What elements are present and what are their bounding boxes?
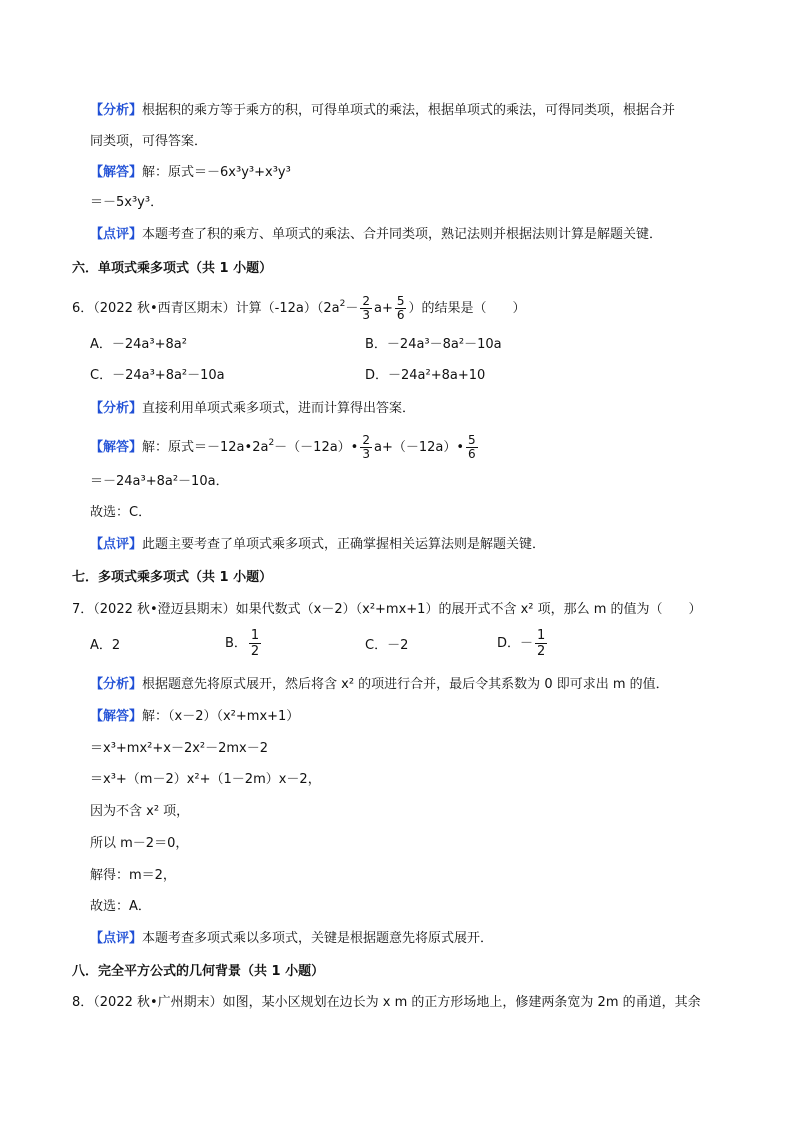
answer-tag: 【解答】 (90, 440, 143, 455)
answer-6-fraction-2: $\frac{5}{6}$ (468, 433, 476, 461)
review-text: 本题考查了积的乘方、单项式的乘法、合并同类项，熟记法则并根据法则计算是解题关键． (142, 227, 663, 242)
question-7: 7．（2022 秋•澄迈县期末）如果代数式（x－2）（x²+mx+1）的展开式不含 x² 项，那么 m 的值为（ ） (72, 602, 702, 617)
review-text: 本题考查多项式乘以多项式，关键是根据题意先将原式展开． (142, 931, 494, 946)
option-7b: B． $\frac{1}{2}$ (225, 628, 260, 659)
option-7b-fraction: $\frac{1}{2}$ (250, 628, 260, 659)
q7-answer-line3: ＝x³+（m－2）x²+（1－2m）x－2， (90, 772, 321, 787)
p5-analysis-line2: 同类项，可得答案． (90, 134, 208, 149)
question-6-suffix: ）的结果是（ ） (408, 301, 526, 316)
section-heading-8: 八．完全平方公式的几何背景（共 1 小题） (72, 964, 325, 979)
q7-choice: 故选：A． (90, 899, 151, 914)
question-8: 8．（2022 秋•广州期末）如图，某小区规划在边长为 x m 的正方形场地上，修建两条宽为 2m 的甬道，其余 (72, 995, 701, 1010)
q7-answer-line5: 所以 m－2＝0， (90, 836, 189, 851)
answer-text: 解：（x－2）（x²+mx+1） (142, 709, 300, 724)
option-7c: C．－2 (365, 638, 409, 653)
q6-analysis-line (90, 399, 415, 419)
p5-answer-line1 (90, 163, 291, 183)
option-7d: D．－ $\frac{1}{2}$ (497, 628, 546, 659)
question-6-fraction-1: $\frac{2}{3}$ (362, 294, 370, 322)
answer-expression: －6x³y³+x³y³ (207, 165, 291, 180)
q6-choice: 故选：C． (90, 505, 152, 520)
q7-answer-line6: 解得：m＝2， (90, 868, 176, 883)
option-6b: B．－24a³－8a²－10a (365, 337, 502, 352)
question-6-fraction-2: $\frac{5}{6}$ (396, 294, 405, 322)
analysis-tag: 【分析】 (90, 103, 143, 118)
analysis-text: 直接利用单项式乘多项式，进而计算得出答案． (142, 401, 416, 416)
p5-review-line (90, 225, 662, 245)
option-7d-fraction: $\frac{1}{2}$ (537, 628, 546, 659)
analysis-text: 根据积的乘方等于乘方的积，可得单项式的乘法，根据单项式的乘法，可得同类项，根据合并 (142, 103, 676, 118)
review-tag: 【点评】 (90, 931, 143, 946)
q6-review-line (90, 535, 545, 555)
q7-review-line (90, 929, 493, 949)
q7-answer-line2: ＝x³+mx²+x－2x²－2mx－2 (90, 741, 269, 756)
q7-analysis-line (90, 675, 669, 695)
p5-analysis-line1 (90, 101, 675, 121)
analysis-tag: 【分析】 (90, 401, 143, 416)
option-7a: A．2 (90, 638, 121, 653)
option-6d: D．－24a²+8a+10 (365, 368, 486, 383)
question-6: 6．（2022 秋•西青区期末）计算$(-12a)(2a^2-$ $\frac{2}{3}$ a+ $\frac{5}{6}$ ）的结果是（ ） (72, 294, 526, 322)
review-text: 此题主要考查了单项式乘多项式，正确掌握相关运算法则是解题关键． (142, 537, 546, 552)
analysis-tag: 【分析】 (90, 677, 143, 692)
q7-answer-line1 (90, 707, 299, 727)
option-6c: C．－24a³+8a²－10a (90, 368, 225, 383)
p5-answer-line2: ＝－5x³y³． (90, 195, 164, 210)
answer-tag: 【解答】 (90, 165, 143, 180)
answer-tag: 【解答】 (90, 709, 143, 724)
q7-answer-line4: 因为不含 x² 项， (90, 804, 190, 819)
review-tag: 【点评】 (90, 537, 143, 552)
section-heading-6: 六．单项式乘多项式（共 1 小题） (72, 261, 273, 276)
answer-prefix: 解：原式＝ (142, 165, 208, 180)
q6-answer-line2: ＝－24a³+8a²－10a． (90, 474, 229, 489)
section-heading-7: 七．多项式乘多项式（共 1 小题） (72, 570, 273, 585)
answer-6-fraction-1: $\frac{2}{3}$ (362, 433, 370, 461)
q6-answer-line1: 【解答】解：原式$=-12a•2a^2-(-12a)•$ $\frac{2}{3}$ a+（－12a）• $\frac{5}{6}$ (90, 433, 476, 461)
review-tag: 【点评】 (90, 227, 143, 242)
option-6a: A．－24a³+8a² (90, 337, 187, 352)
analysis-text: 根据题意先将原式展开，然后将含 x² 的项进行合并，最后令其系数为 0 即可求出 m 的值． (142, 677, 669, 692)
question-6-prefix: 6．（2022 秋•西青区期末）计算（-12a）（2a (72, 301, 340, 316)
